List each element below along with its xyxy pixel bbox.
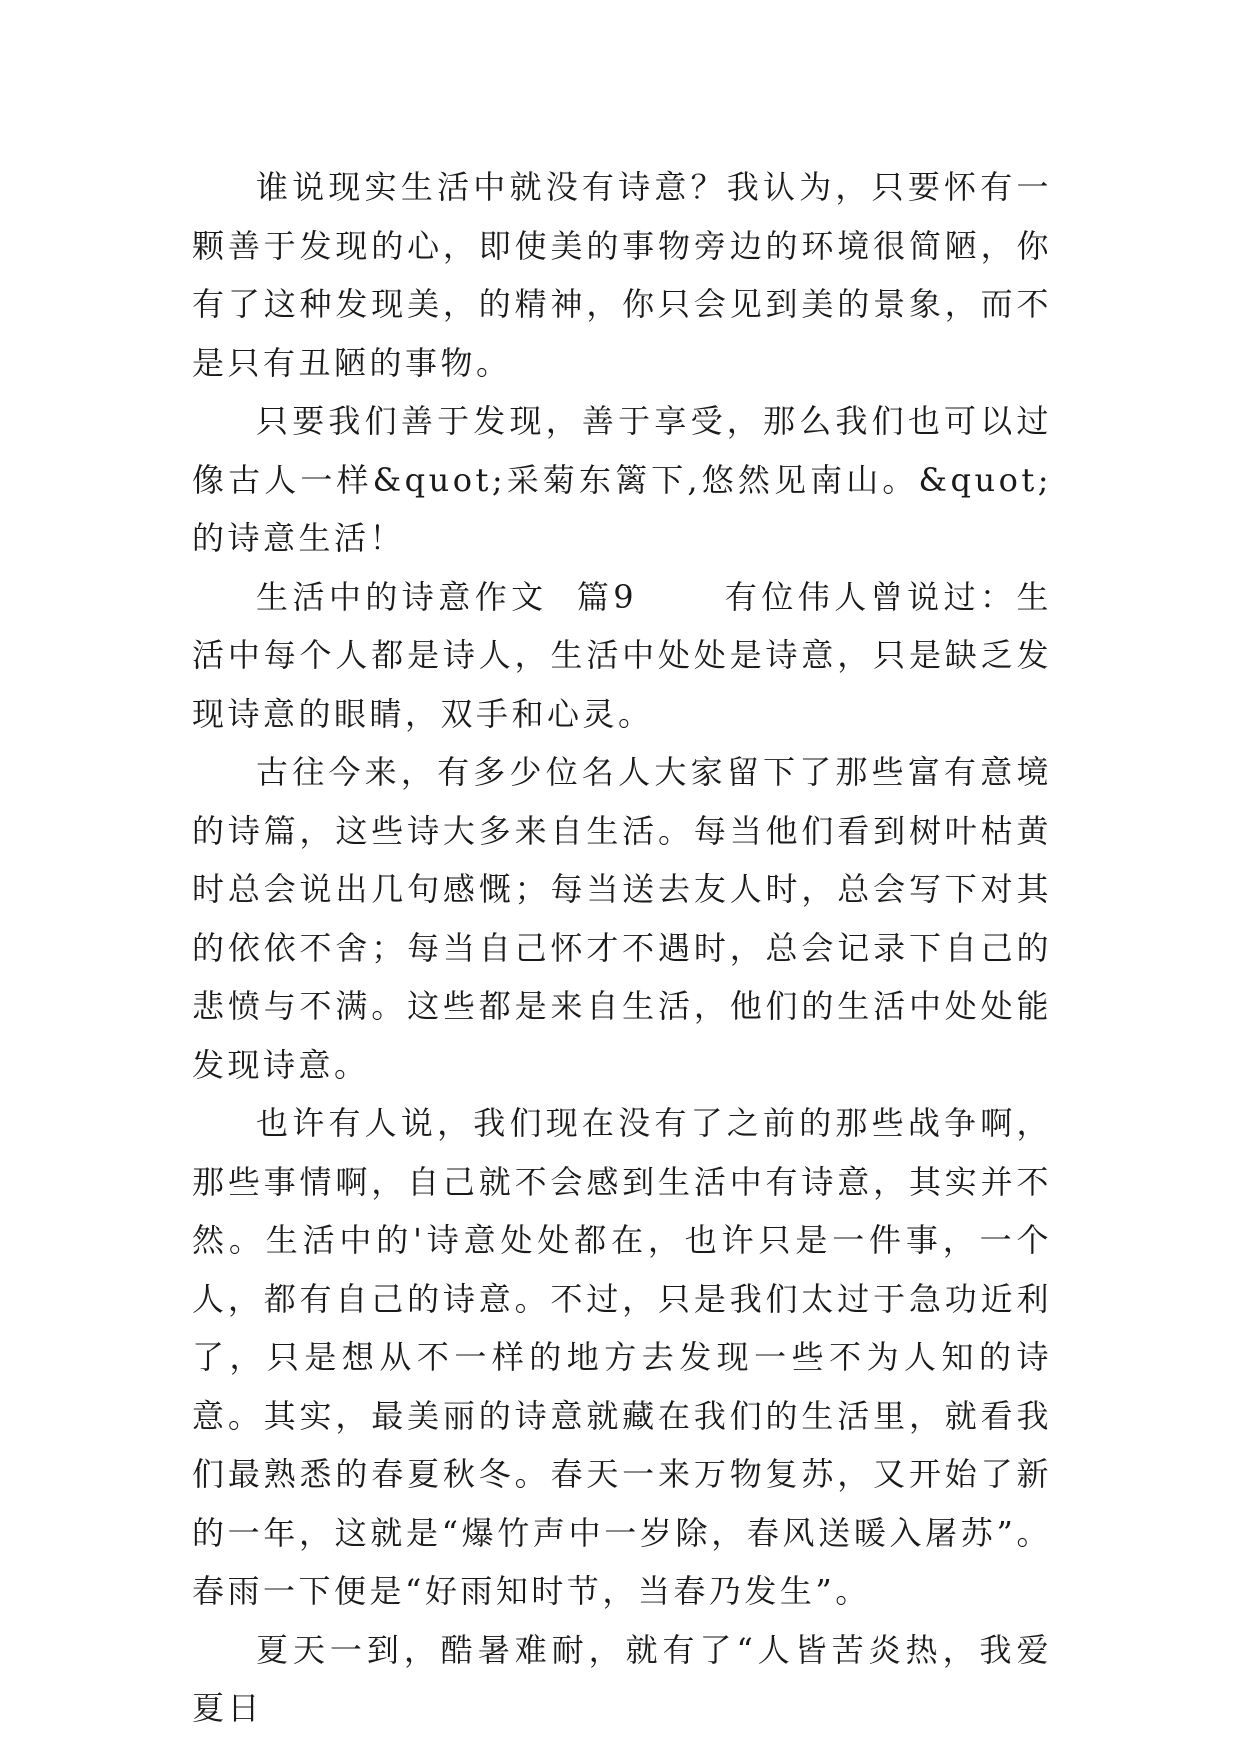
- document-body: [192, 158, 1052, 1738]
- paragraph-6: 夏天一到，酷暑难耐，就有了“人皆苦炎热，我爱夏日: [192, 1630, 1052, 1727]
- paragraph-5: 也许有人说，我们现在没有了之前的那些战争啊，那些事情啊，自己就不会感到生活中有诗意，其实并不然。生活中的'诗意处处都在，也许只是一件事，一个人，都有自己的诗意。不过，只是我们太过于急功近利了，只是想从不一样的地方去发现一些不为人知的诗意。其实，最美丽的诗意就藏在我们的生活里，就看我们最熟悉的春夏秋冬。春天一来万物复苏，又开始了新的一年，这就是“爆竹声中一岁除，春风送暖入屠苏”。春雨一下便是“好雨知时节，当春乃发生”。: [192, 1104, 1052, 1610]
- paragraph-4: 古往今来，有多少位名人大家留下了那些富有意境的诗篇，这些诗大多来自生活。每当他们看到树叶枯黄时总会说出几句感慨；每当送去友人时，总会写下对其的依依不舍；每当自己怀才不遇时，总会记录下自己的悲愤与不满。这些都是来自生活，他们的生活中处处能发现诗意。: [192, 753, 1052, 1084]
- paragraph-3: 生活中的诗意作文 篇9 有位伟人曾说过：生活中每个人都是诗人，生活中处处是诗意，只是缺乏发现诗意的眼睛，双手和心灵。: [192, 577, 1052, 733]
- paragraph-1: 谁说现实生活中就没有诗意？我认为，只要怀有一颗善于发现的心，即使美的事物旁边的环境很简陋，你有了这种发现美，的精神，你只会见到美的景象，而不是只有丑陋的事物。: [192, 168, 1052, 382]
- paragraph-2: 只要我们善于发现，善于享受，那么我们也可以过像古人一样&quot;采菊东篱下,悠然见南山。&quot;的诗意生活！: [192, 402, 1052, 557]
